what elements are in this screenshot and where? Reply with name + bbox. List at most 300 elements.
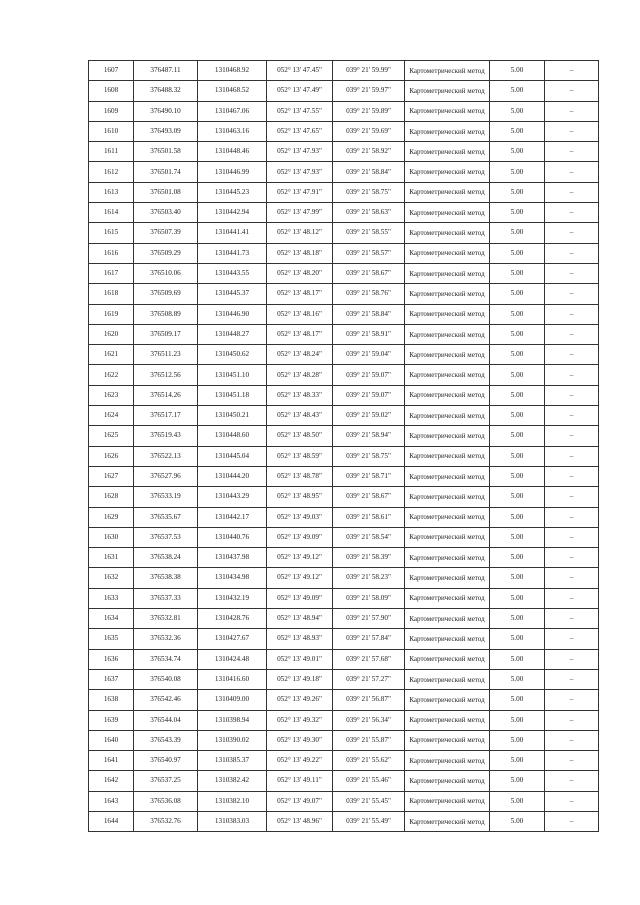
- method-cell: Картометрический метод: [405, 162, 490, 182]
- y-coordinate-cell: 1310443.29: [198, 487, 267, 507]
- latitude-cell: 052° 13' 49.18": [267, 669, 333, 689]
- table-row: [89, 81, 599, 101]
- y-coordinate-cell: 1310463.16: [198, 121, 267, 141]
- note-cell: –: [545, 771, 599, 791]
- longitude-cell: 039° 21' 59.07": [333, 365, 405, 385]
- x-coordinate-cell: 376535.67: [134, 507, 198, 527]
- longitude-cell: 039° 21' 55.46": [333, 771, 405, 791]
- point-number-cell: 1642: [89, 771, 134, 791]
- method-cell: Картометрический метод: [405, 142, 490, 162]
- table-row: [89, 771, 599, 791]
- longitude-cell: 039° 21' 58.84": [333, 304, 405, 324]
- latitude-cell: 052° 13' 49.30": [267, 730, 333, 750]
- latitude-cell: 052° 13' 47.65": [267, 121, 333, 141]
- point-number-cell: 1641: [89, 751, 134, 771]
- y-coordinate-cell: 1310382.42: [198, 771, 267, 791]
- longitude-cell: 039° 21' 57.68": [333, 649, 405, 669]
- latitude-cell: 052° 13' 48.28": [267, 365, 333, 385]
- note-cell: –: [545, 223, 599, 243]
- table-row: [89, 243, 599, 263]
- y-coordinate-cell: 1310432.19: [198, 588, 267, 608]
- y-coordinate-cell: 1310390.02: [198, 730, 267, 750]
- longitude-cell: 039° 21' 59.02": [333, 406, 405, 426]
- latitude-cell: 052° 13' 49.26": [267, 690, 333, 710]
- longitude-cell: 039° 21' 59.69": [333, 121, 405, 141]
- note-cell: –: [545, 243, 599, 263]
- table-row: [89, 751, 599, 771]
- accuracy-cell: 5.00: [490, 771, 545, 791]
- table-row: [89, 507, 599, 527]
- longitude-cell: 039° 21' 55.87": [333, 730, 405, 750]
- y-coordinate-cell: 1310409.00: [198, 690, 267, 710]
- latitude-cell: 052° 13' 48.17": [267, 284, 333, 304]
- note-cell: –: [545, 304, 599, 324]
- point-number-cell: 1616: [89, 243, 134, 263]
- accuracy-cell: 5.00: [490, 730, 545, 750]
- y-coordinate-cell: 1310434.98: [198, 568, 267, 588]
- method-cell: Картометрический метод: [405, 406, 490, 426]
- note-cell: –: [545, 385, 599, 405]
- y-coordinate-cell: 1310437.98: [198, 548, 267, 568]
- method-cell: Картометрический метод: [405, 365, 490, 385]
- longitude-cell: 039° 21' 58.92": [333, 142, 405, 162]
- table-row: [89, 304, 599, 324]
- accuracy-cell: 5.00: [490, 507, 545, 527]
- longitude-cell: 039° 21' 58.09": [333, 588, 405, 608]
- coordinates-table: [88, 60, 599, 832]
- method-cell: Картометрический метод: [405, 385, 490, 405]
- accuracy-cell: 5.00: [490, 669, 545, 689]
- note-cell: –: [545, 101, 599, 121]
- method-cell: Картометрический метод: [405, 284, 490, 304]
- method-cell: Картометрический метод: [405, 263, 490, 283]
- longitude-cell: 039° 21' 55.45": [333, 791, 405, 811]
- latitude-cell: 052° 13' 49.03": [267, 507, 333, 527]
- latitude-cell: 052° 13' 48.33": [267, 385, 333, 405]
- table-row: [89, 568, 599, 588]
- latitude-cell: 052° 13' 47.93": [267, 142, 333, 162]
- x-coordinate-cell: 376490.10: [134, 101, 198, 121]
- note-cell: –: [545, 365, 599, 385]
- point-number-cell: 1619: [89, 304, 134, 324]
- table-row: [89, 324, 599, 344]
- point-number-cell: 1628: [89, 487, 134, 507]
- note-cell: –: [545, 629, 599, 649]
- note-cell: –: [545, 527, 599, 547]
- note-cell: –: [545, 588, 599, 608]
- accuracy-cell: 5.00: [490, 426, 545, 446]
- x-coordinate-cell: 376536.08: [134, 791, 198, 811]
- accuracy-cell: 5.00: [490, 182, 545, 202]
- table-row: [89, 548, 599, 568]
- x-coordinate-cell: 376534.74: [134, 649, 198, 669]
- latitude-cell: 052° 13' 49.09": [267, 588, 333, 608]
- method-cell: Картометрический метод: [405, 507, 490, 527]
- x-coordinate-cell: 376538.24: [134, 548, 198, 568]
- method-cell: Картометрический метод: [405, 345, 490, 365]
- point-number-cell: 1608: [89, 81, 134, 101]
- x-coordinate-cell: 376537.25: [134, 771, 198, 791]
- y-coordinate-cell: 1310424.48: [198, 649, 267, 669]
- point-number-cell: 1633: [89, 588, 134, 608]
- point-number-cell: 1637: [89, 669, 134, 689]
- table-row: [89, 446, 599, 466]
- y-coordinate-cell: 1310448.60: [198, 426, 267, 446]
- longitude-cell: 039° 21' 58.76": [333, 284, 405, 304]
- y-coordinate-cell: 1310446.99: [198, 162, 267, 182]
- latitude-cell: 052° 13' 48.50": [267, 426, 333, 446]
- longitude-cell: 039° 21' 58.54": [333, 527, 405, 547]
- latitude-cell: 052° 13' 48.24": [267, 345, 333, 365]
- method-cell: Картометрический метод: [405, 466, 490, 486]
- y-coordinate-cell: 1310440.76: [198, 527, 267, 547]
- method-cell: Картометрический метод: [405, 730, 490, 750]
- table-row: [89, 121, 599, 141]
- note-cell: –: [545, 609, 599, 629]
- latitude-cell: 052° 13' 48.17": [267, 324, 333, 344]
- method-cell: Картометрический метод: [405, 243, 490, 263]
- longitude-cell: 039° 21' 58.91": [333, 324, 405, 344]
- method-cell: Картометрический метод: [405, 223, 490, 243]
- y-coordinate-cell: 1310446.90: [198, 304, 267, 324]
- table-row: [89, 629, 599, 649]
- accuracy-cell: 5.00: [490, 649, 545, 669]
- note-cell: –: [545, 466, 599, 486]
- accuracy-cell: 5.00: [490, 690, 545, 710]
- accuracy-cell: 5.00: [490, 588, 545, 608]
- accuracy-cell: 5.00: [490, 406, 545, 426]
- latitude-cell: 052° 13' 48.12": [267, 223, 333, 243]
- point-number-cell: 1623: [89, 385, 134, 405]
- accuracy-cell: 5.00: [490, 324, 545, 344]
- y-coordinate-cell: 1310451.18: [198, 385, 267, 405]
- accuracy-cell: 5.00: [490, 81, 545, 101]
- latitude-cell: 052° 13' 49.32": [267, 710, 333, 730]
- method-cell: Картометрический метод: [405, 121, 490, 141]
- y-coordinate-cell: 1310450.62: [198, 345, 267, 365]
- x-coordinate-cell: 376540.97: [134, 751, 198, 771]
- y-coordinate-cell: 1310448.46: [198, 142, 267, 162]
- longitude-cell: 039° 21' 59.07": [333, 385, 405, 405]
- point-number-cell: 1627: [89, 466, 134, 486]
- method-cell: Картометрический метод: [405, 751, 490, 771]
- latitude-cell: 052° 13' 47.99": [267, 203, 333, 223]
- x-coordinate-cell: 376488.32: [134, 81, 198, 101]
- longitude-cell: 039° 21' 55.62": [333, 751, 405, 771]
- accuracy-cell: 5.00: [490, 203, 545, 223]
- table-row: [89, 385, 599, 405]
- accuracy-cell: 5.00: [490, 385, 545, 405]
- table-row: [89, 710, 599, 730]
- note-cell: –: [545, 406, 599, 426]
- latitude-cell: 052° 13' 49.12": [267, 548, 333, 568]
- table-row: [89, 811, 599, 831]
- point-number-cell: 1629: [89, 507, 134, 527]
- latitude-cell: 052° 13' 49.09": [267, 527, 333, 547]
- x-coordinate-cell: 376501.58: [134, 142, 198, 162]
- longitude-cell: 039° 21' 57.90": [333, 609, 405, 629]
- accuracy-cell: 5.00: [490, 61, 545, 81]
- accuracy-cell: 5.00: [490, 548, 545, 568]
- note-cell: –: [545, 61, 599, 81]
- point-number-cell: 1630: [89, 527, 134, 547]
- method-cell: Картометрический метод: [405, 324, 490, 344]
- point-number-cell: 1639: [89, 710, 134, 730]
- table-row: [89, 203, 599, 223]
- point-number-cell: 1622: [89, 365, 134, 385]
- note-cell: –: [545, 263, 599, 283]
- accuracy-cell: 5.00: [490, 629, 545, 649]
- method-cell: Картометрический метод: [405, 669, 490, 689]
- y-coordinate-cell: 1310444.20: [198, 466, 267, 486]
- point-number-cell: 1638: [89, 690, 134, 710]
- x-coordinate-cell: 376487.11: [134, 61, 198, 81]
- note-cell: –: [545, 487, 599, 507]
- accuracy-cell: 5.00: [490, 284, 545, 304]
- method-cell: Картометрический метод: [405, 710, 490, 730]
- x-coordinate-cell: 376542.46: [134, 690, 198, 710]
- x-coordinate-cell: 376543.39: [134, 730, 198, 750]
- x-coordinate-cell: 376533.19: [134, 487, 198, 507]
- table-row: [89, 162, 599, 182]
- table-row: [89, 182, 599, 202]
- table-row: [89, 263, 599, 283]
- method-cell: Картометрический метод: [405, 81, 490, 101]
- table-row: [89, 609, 599, 629]
- x-coordinate-cell: 376509.69: [134, 284, 198, 304]
- point-number-cell: 1634: [89, 609, 134, 629]
- note-cell: –: [545, 345, 599, 365]
- x-coordinate-cell: 376532.36: [134, 629, 198, 649]
- accuracy-cell: 5.00: [490, 223, 545, 243]
- latitude-cell: 052° 13' 48.78": [267, 466, 333, 486]
- method-cell: Картометрический метод: [405, 629, 490, 649]
- x-coordinate-cell: 376501.74: [134, 162, 198, 182]
- longitude-cell: 039° 21' 59.99": [333, 61, 405, 81]
- method-cell: Картометрический метод: [405, 548, 490, 568]
- y-coordinate-cell: 1310383.03: [198, 811, 267, 831]
- point-number-cell: 1613: [89, 182, 134, 202]
- note-cell: –: [545, 568, 599, 588]
- y-coordinate-cell: 1310441.41: [198, 223, 267, 243]
- table-row: [89, 284, 599, 304]
- point-number-cell: 1640: [89, 730, 134, 750]
- table-row: [89, 61, 599, 81]
- x-coordinate-cell: 376537.53: [134, 527, 198, 547]
- x-coordinate-cell: 376517.17: [134, 406, 198, 426]
- longitude-cell: 039° 21' 58.75": [333, 446, 405, 466]
- latitude-cell: 052° 13' 48.96": [267, 811, 333, 831]
- method-cell: Картометрический метод: [405, 771, 490, 791]
- latitude-cell: 052° 13' 48.59": [267, 446, 333, 466]
- point-number-cell: 1624: [89, 406, 134, 426]
- x-coordinate-cell: 376511.23: [134, 345, 198, 365]
- latitude-cell: 052° 13' 48.43": [267, 406, 333, 426]
- latitude-cell: 052° 13' 48.16": [267, 304, 333, 324]
- method-cell: Картометрический метод: [405, 182, 490, 202]
- y-coordinate-cell: 1310442.94: [198, 203, 267, 223]
- x-coordinate-cell: 376519.43: [134, 426, 198, 446]
- point-number-cell: 1621: [89, 345, 134, 365]
- y-coordinate-cell: 1310445.37: [198, 284, 267, 304]
- method-cell: Картометрический метод: [405, 811, 490, 831]
- accuracy-cell: 5.00: [490, 263, 545, 283]
- table-row: [89, 669, 599, 689]
- table-row: [89, 101, 599, 121]
- latitude-cell: 052° 13' 49.01": [267, 649, 333, 669]
- accuracy-cell: 5.00: [490, 791, 545, 811]
- longitude-cell: 039° 21' 58.23": [333, 568, 405, 588]
- latitude-cell: 052° 13' 49.11": [267, 771, 333, 791]
- note-cell: –: [545, 751, 599, 771]
- x-coordinate-cell: 376503.40: [134, 203, 198, 223]
- table-row: [89, 345, 599, 365]
- x-coordinate-cell: 376532.81: [134, 609, 198, 629]
- point-number-cell: 1631: [89, 548, 134, 568]
- x-coordinate-cell: 376507.39: [134, 223, 198, 243]
- longitude-cell: 039° 21' 58.63": [333, 203, 405, 223]
- accuracy-cell: 5.00: [490, 162, 545, 182]
- x-coordinate-cell: 376509.17: [134, 324, 198, 344]
- latitude-cell: 052° 13' 49.07": [267, 791, 333, 811]
- method-cell: Картометрический метод: [405, 446, 490, 466]
- accuracy-cell: 5.00: [490, 487, 545, 507]
- table-row: [89, 791, 599, 811]
- point-number-cell: 1612: [89, 162, 134, 182]
- point-number-cell: 1625: [89, 426, 134, 446]
- accuracy-cell: 5.00: [490, 101, 545, 121]
- table-row: [89, 527, 599, 547]
- longitude-cell: 039° 21' 57.27": [333, 669, 405, 689]
- longitude-cell: 039° 21' 58.55": [333, 223, 405, 243]
- point-number-cell: 1626: [89, 446, 134, 466]
- point-number-cell: 1636: [89, 649, 134, 669]
- method-cell: Картометрический метод: [405, 101, 490, 121]
- latitude-cell: 052° 13' 48.94": [267, 609, 333, 629]
- latitude-cell: 052° 13' 48.95": [267, 487, 333, 507]
- accuracy-cell: 5.00: [490, 751, 545, 771]
- y-coordinate-cell: 1310448.27: [198, 324, 267, 344]
- point-number-cell: 1614: [89, 203, 134, 223]
- method-cell: Картометрический метод: [405, 588, 490, 608]
- y-coordinate-cell: 1310443.55: [198, 263, 267, 283]
- note-cell: –: [545, 791, 599, 811]
- latitude-cell: 052° 13' 47.45": [267, 61, 333, 81]
- latitude-cell: 052° 13' 47.55": [267, 101, 333, 121]
- y-coordinate-cell: 1310385.37: [198, 751, 267, 771]
- table-row: [89, 142, 599, 162]
- method-cell: Картометрический метод: [405, 426, 490, 446]
- method-cell: Картометрический метод: [405, 487, 490, 507]
- accuracy-cell: 5.00: [490, 345, 545, 365]
- accuracy-cell: 5.00: [490, 243, 545, 263]
- note-cell: –: [545, 649, 599, 669]
- point-number-cell: 1620: [89, 324, 134, 344]
- longitude-cell: 039° 21' 58.39": [333, 548, 405, 568]
- x-coordinate-cell: 376501.08: [134, 182, 198, 202]
- longitude-cell: 039° 21' 58.94": [333, 426, 405, 446]
- point-number-cell: 1615: [89, 223, 134, 243]
- table-row: [89, 426, 599, 446]
- longitude-cell: 039° 21' 58.67": [333, 263, 405, 283]
- method-cell: Картометрический метод: [405, 690, 490, 710]
- point-number-cell: 1617: [89, 263, 134, 283]
- longitude-cell: 039° 21' 58.67": [333, 487, 405, 507]
- accuracy-cell: 5.00: [490, 142, 545, 162]
- x-coordinate-cell: 376509.29: [134, 243, 198, 263]
- note-cell: –: [545, 690, 599, 710]
- table-row: [89, 223, 599, 243]
- note-cell: –: [545, 710, 599, 730]
- note-cell: –: [545, 81, 599, 101]
- point-number-cell: 1632: [89, 568, 134, 588]
- note-cell: –: [545, 324, 599, 344]
- y-coordinate-cell: 1310445.23: [198, 182, 267, 202]
- point-number-cell: 1610: [89, 121, 134, 141]
- point-number-cell: 1607: [89, 61, 134, 81]
- point-number-cell: 1611: [89, 142, 134, 162]
- longitude-cell: 039° 21' 56.87": [333, 690, 405, 710]
- x-coordinate-cell: 376537.33: [134, 588, 198, 608]
- y-coordinate-cell: 1310468.92: [198, 61, 267, 81]
- table-row: [89, 365, 599, 385]
- latitude-cell: 052° 13' 47.93": [267, 162, 333, 182]
- note-cell: –: [545, 548, 599, 568]
- y-coordinate-cell: 1310467.06: [198, 101, 267, 121]
- note-cell: –: [545, 142, 599, 162]
- longitude-cell: 039° 21' 57.84": [333, 629, 405, 649]
- x-coordinate-cell: 376544.04: [134, 710, 198, 730]
- point-number-cell: 1618: [89, 284, 134, 304]
- note-cell: –: [545, 182, 599, 202]
- x-coordinate-cell: 376540.08: [134, 669, 198, 689]
- method-cell: Картометрический метод: [405, 527, 490, 547]
- note-cell: –: [545, 203, 599, 223]
- accuracy-cell: 5.00: [490, 446, 545, 466]
- latitude-cell: 052° 13' 47.49": [267, 81, 333, 101]
- table-row: [89, 690, 599, 710]
- x-coordinate-cell: 376532.76: [134, 811, 198, 831]
- accuracy-cell: 5.00: [490, 710, 545, 730]
- x-coordinate-cell: 376538.38: [134, 568, 198, 588]
- latitude-cell: 052° 13' 48.18": [267, 243, 333, 263]
- accuracy-cell: 5.00: [490, 365, 545, 385]
- longitude-cell: 039° 21' 56.34": [333, 710, 405, 730]
- y-coordinate-cell: 1310451.10: [198, 365, 267, 385]
- accuracy-cell: 5.00: [490, 568, 545, 588]
- method-cell: Картометрический метод: [405, 791, 490, 811]
- method-cell: Картометрический метод: [405, 609, 490, 629]
- longitude-cell: 039° 21' 58.71": [333, 466, 405, 486]
- method-cell: Картометрический метод: [405, 304, 490, 324]
- note-cell: –: [545, 446, 599, 466]
- point-number-cell: 1644: [89, 811, 134, 831]
- y-coordinate-cell: 1310468.52: [198, 81, 267, 101]
- x-coordinate-cell: 376508.89: [134, 304, 198, 324]
- method-cell: Картометрический метод: [405, 568, 490, 588]
- note-cell: –: [545, 730, 599, 750]
- point-number-cell: 1609: [89, 101, 134, 121]
- y-coordinate-cell: 1310445.04: [198, 446, 267, 466]
- y-coordinate-cell: 1310416.60: [198, 669, 267, 689]
- y-coordinate-cell: 1310441.73: [198, 243, 267, 263]
- table-row: [89, 588, 599, 608]
- table-row: [89, 649, 599, 669]
- latitude-cell: 052° 13' 47.91": [267, 182, 333, 202]
- note-cell: –: [545, 507, 599, 527]
- table-row: [89, 406, 599, 426]
- accuracy-cell: 5.00: [490, 609, 545, 629]
